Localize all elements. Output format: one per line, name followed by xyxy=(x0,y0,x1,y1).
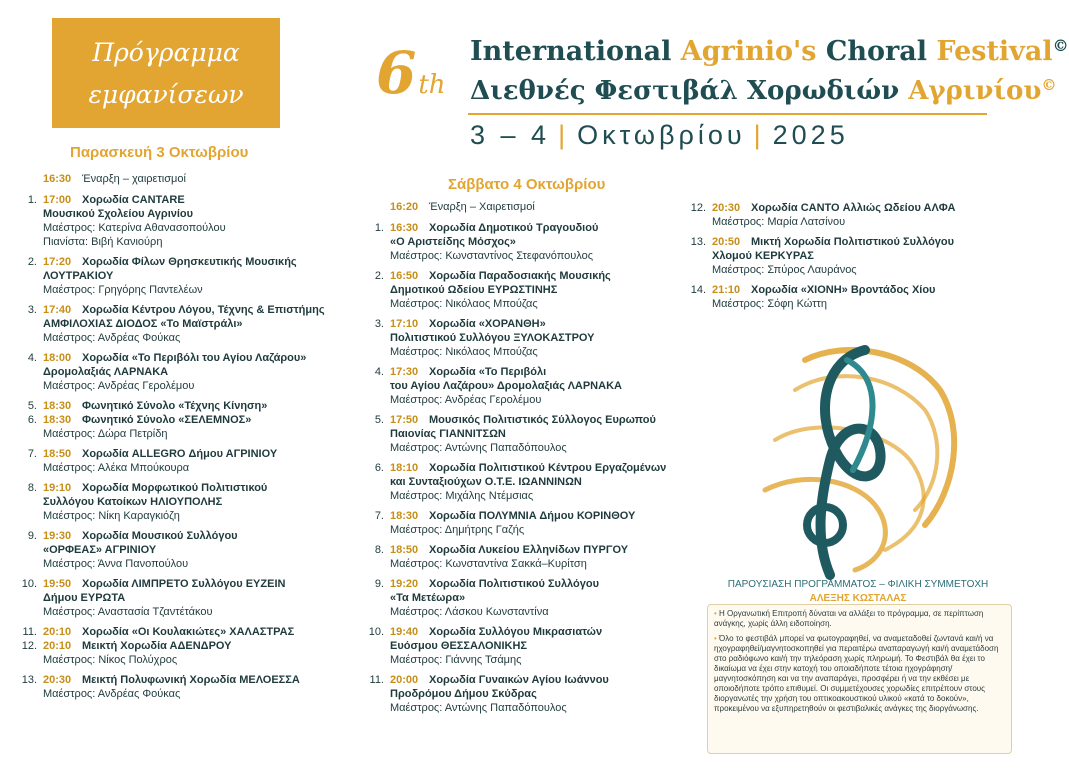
item-ensemble-cont: ΛΟΥΤΡΑΚΙΟΥ xyxy=(43,270,114,282)
presenter-name: ΑΛΕΞΗΣ ΚΩΣΤΑΛΑΣ xyxy=(809,593,907,604)
disclaimer-notes xyxy=(707,604,1012,754)
festival-title-en: International Agrinio's Choral Festival© xyxy=(470,36,1069,67)
item-number: 7. xyxy=(27,448,37,460)
item-time: 19:30 xyxy=(43,530,72,542)
note-2: • Όλο το φεστιβάλ μπορεί να φωτογραφηθεί, να αναμεταδοθεί ζωντανά και/ή να ηχογραφηθεί/μαγνητοσκοπηθεί για περαιτέρω αναπαραγωγή και/ή αναμετάδοση στο ραδιόφωνο και/ή την τηλεόραση χωρίς πληρωμή. Το Φεστιβάλ θα έχει το δικαίωμα να έχει στην κατοχή του οποιαδήποτε τέτοια ηχογράφηση/μαγνητοσκόπηση και να την αναπαράγει, προσφέρει ή να την εκθέσει με οποιοδήποτε τρόπο επιθυμεί. Οι συμμετέχουσες χορωδίες επιτρέπουν στους διοργανωτές την χρήση του οπτικοακουστικού υλικού «κατά το δοκούν», προκειμένου να εξυπηρετηθούν οι φεστιβαλικές ανάγκες της διοργάνωσης. xyxy=(714,634,999,713)
item-time: 17:00 xyxy=(43,194,72,206)
item-ensemble: Χορωδία Κέντρου Λόγου, Τέχνης & Επιστήμης xyxy=(82,304,325,316)
item-ensemble-cont: «Τα Μετέωρα» xyxy=(390,592,466,604)
item-time: 18:30 xyxy=(43,400,72,412)
item-ensemble: Μουσικός Πολιτιστικός Σύλλογος Ευρωπού xyxy=(429,414,656,426)
item-ensemble: Χορωδία ΠΟΛΥΜΝΙΑ Δήμου ΚΟΡΙΝΘΟΥ xyxy=(429,510,636,522)
item-time: 16:50 xyxy=(390,270,419,282)
item-time: 20:30 xyxy=(43,674,72,686)
item-time: 16:30 xyxy=(390,222,419,234)
item-ensemble-cont: Μουσικού Σχολείου Αγρινίου xyxy=(43,208,194,220)
festival-title-gr: Διεθνές Φεστιβάλ Χορωδιών Αγρινίου© xyxy=(470,76,1057,106)
item-number: 2. xyxy=(27,256,37,268)
note-1: • Η Οργανωτική Επιτροπή δύναται να αλλάξει το πρόγραμμα, σε περίπτωση ανάγκης, χωρίς άλλη ειδοποίηση. xyxy=(714,609,984,628)
festival-dates: 3 – 4 | Οκτωβρίου | 2025 xyxy=(470,120,849,150)
item-number: 11. xyxy=(22,626,37,638)
item-time: 20:10 xyxy=(43,640,72,652)
item-conductor-text: Μαέστρος: Γιάννης Τσάμης xyxy=(390,654,522,666)
item-number: 14. xyxy=(690,284,706,296)
item-ensemble-cont: Συλλόγου Κατοίκων ΗΛΙΟΥΠΟΛΗΣ xyxy=(43,496,223,508)
item-time: 18:00 xyxy=(43,352,72,364)
item-conductor-text: Μαέστρος: Νίκη Καραγκιόζη xyxy=(43,510,180,522)
item-conductor-text: Μαέστρος: Σπύρος Λαυράνος xyxy=(712,264,857,276)
item-time: 21:10 xyxy=(712,284,741,296)
opening-time: 16:30 xyxy=(43,173,72,185)
item-time: 17:10 xyxy=(390,318,419,330)
item-time: 20:10 xyxy=(43,626,72,638)
item-ensemble-cont: «ΟΡΦΕΑΣ» ΑΓΡΙΝΙΟΥ xyxy=(43,544,157,556)
item-ensemble: Χορωδία Μορφωτικού Πολιτιστικού xyxy=(82,482,268,494)
item-ensemble: Χορωδία Πολιτιστικού Συλλόγου xyxy=(429,578,600,590)
title-divider xyxy=(468,113,987,115)
item-number: 8. xyxy=(374,544,384,556)
item-time: 20:50 xyxy=(712,236,741,248)
item-ensemble: Χορωδία «Το Περιβόλι xyxy=(429,366,547,378)
item-ensemble: Μεικτή Πολυφωνική Χορωδία ΜΕΛΟΕΣΣΑ xyxy=(82,674,300,686)
opening-time: 16:20 xyxy=(390,201,419,213)
item-ensemble-cont: και Συνταξιούχων Ο.Τ.Ε. ΙΩΑΝΝΙΝΩΝ xyxy=(390,476,582,488)
item-ensemble-cont: Ευόσμου ΘΕΣΣΑΛΟΝΙΚΗΣ xyxy=(390,640,528,652)
item-ensemble-cont: Πολιτιστικού Συλλόγου ΞΥΛΟΚΑΣΤΡΟΥ xyxy=(390,332,595,344)
program-title-line1: Πρόγραμμα xyxy=(92,38,240,67)
treble-clef-logo-icon xyxy=(735,320,975,585)
item-conductor-text: Μαέστρος: Ανδρέας Φούκας xyxy=(43,332,181,344)
item-number: 12. xyxy=(21,640,37,652)
item-conductor-text: Μαέστρος: Νικόλαος Μπούζας xyxy=(390,346,538,358)
item-number: 7. xyxy=(374,510,384,522)
opening-text: Έναρξη – Χαιρετισμοί xyxy=(429,201,535,213)
item-number: 9. xyxy=(27,530,37,542)
item-conductor-text: Μαέστρος: Σόφη Κώττη xyxy=(712,298,828,310)
item-number: 5. xyxy=(27,400,37,412)
item-number: 4. xyxy=(27,352,37,364)
item-conductor-text: Μαέστρος: Κατερίνα Αθανασοπούλου xyxy=(43,222,226,234)
item-ensemble: Χορωδία ALLEGRO Δήμου ΑΓΡΙΝΙΟΥ xyxy=(82,448,278,460)
item-number: 6. xyxy=(27,414,37,426)
item-number: 12. xyxy=(690,202,706,214)
item-ensemble-cont: Δρομολαξιάς ΛΑΡΝΑΚΑ xyxy=(43,366,169,378)
item-time: 19:50 xyxy=(43,578,72,590)
item-ensemble-cont: του Αγίου Λαζάρου» Δρομολαξιάς ΛΑΡΝΑΚΑ xyxy=(390,380,622,392)
item-ensemble: Χορωδία CANTO Αλλιώς Ωδείου ΑΛΦΑ xyxy=(751,202,956,214)
item-ensemble: Μικτή Χορωδία Πολιτιστικού Συλλόγου xyxy=(751,236,955,248)
item-number: 5. xyxy=(374,414,384,426)
item-time: 20:30 xyxy=(712,202,741,214)
item-number: 2. xyxy=(374,270,384,282)
program-title-line2: εμφανίσεων xyxy=(88,80,244,109)
item-number: 4. xyxy=(374,366,384,378)
item-ensemble: Χορωδία «Οι Κουλακιώτες» ΧΑΛΑΣΤΡΑΣ xyxy=(82,626,295,638)
item-conductor-text: Μαέστρος: Γρηγόρης Παντελέων xyxy=(43,284,203,296)
item-conductor-text: Μαέστρος: Κωνσταντίνα Σακκά–Κυρίτση xyxy=(390,558,587,570)
item-ensemble-cont: Δήμου ΕΥΡΩΤΑ xyxy=(43,592,126,604)
item-time: 19:10 xyxy=(43,482,72,494)
item-conductor-text: Μαέστρος: Δημήτρης Γαζής xyxy=(390,524,525,536)
item-ensemble: Χορωδία «ΧΙΟΝΗ» Βροντάδος Χίου xyxy=(751,284,936,296)
item-number: 6. xyxy=(374,462,384,474)
item-ensemble: Χορωδία Φίλων Θρησκευτικής Μουσικής xyxy=(82,256,297,268)
opening-text: Έναρξη – χαιρετισμοί xyxy=(82,173,186,185)
item-ensemble: Χορωδία «ΧΟΡΑΝΘΗ» xyxy=(429,318,546,330)
item-time: 18:30 xyxy=(390,510,419,522)
item-ensemble: Χορωδία Μουσικού Συλλόγου xyxy=(82,530,238,542)
item-ensemble: Φωνητικό Σύνολο «ΣΕΛΕΜΝΟΣ» xyxy=(82,414,252,426)
item-conductor-text: Μαέστρος: Ανδρέας Φούκας xyxy=(43,688,181,700)
item-ensemble: Χορωδία «Το Περιβόλι του Αγίου Λαζάρου» xyxy=(82,352,307,364)
item-ensemble: Χορωδία Συλλόγου Μικρασιατών xyxy=(429,626,603,638)
friday-heading: Παρασκευή 3 Οκτωβρίου xyxy=(70,144,249,161)
item-ensemble: Χορωδία Δημοτικού Τραγουδιού xyxy=(429,222,599,234)
item-number: 3. xyxy=(27,304,37,316)
item-time: 17:40 xyxy=(43,304,72,316)
item-time: 20:00 xyxy=(390,674,419,686)
item-conductor-text: Μαέστρος: Αντώνης Παπαδόπουλος xyxy=(390,702,567,714)
item-time: 17:50 xyxy=(390,414,419,426)
item-time: 18:30 xyxy=(43,414,72,426)
edition-number: 6th xyxy=(376,39,446,107)
item-ensemble: Χορωδία Λυκείου Ελληνίδων ΠΥΡΓΟΥ xyxy=(429,544,629,556)
item-conductor-text: Πιανίστα: Βιβή Κανιούρη xyxy=(43,236,163,248)
item-conductor-text: Μαέστρος: Λάσκου Κωνσταντίνα xyxy=(390,606,549,618)
item-number: 8. xyxy=(27,482,37,494)
item-conductor-text: Μαέστρος: Δώρα Πετρίδη xyxy=(43,428,168,440)
item-number: 3. xyxy=(374,318,384,330)
item-ensemble-cont: ΑΜΦΙΛΟΧΙΑΣ ΔΙΟΔΟΣ «Το Μαϊστράλι» xyxy=(43,318,243,330)
item-time: 18:50 xyxy=(390,544,419,556)
item-conductor-text: Μαέστρος: Μιχάλης Ντέμσιας xyxy=(390,490,534,502)
item-number: 10. xyxy=(368,626,384,638)
item-conductor-text: Μαέστρος: Κωνσταντίνος Στεφανόπουλος xyxy=(390,250,594,262)
item-number: 9. xyxy=(374,578,384,590)
item-conductor-text: Μαέστρος: Άννα Πανοπούλου xyxy=(43,558,189,570)
item-ensemble-cont: «Ο Αριστείδης Μόσχος» xyxy=(390,236,516,248)
item-time: 17:30 xyxy=(390,366,419,378)
item-ensemble-cont: Χλομού ΚΕΡΚΥΡΑΣ xyxy=(712,250,814,262)
saturday-heading: Σάββατο 4 Οκτωβρίου xyxy=(448,176,606,193)
item-time: 19:40 xyxy=(390,626,419,638)
presentation-label: ΠΑΡΟΥΣΙΑΣΗ ΠΡΟΓΡΑΜΜΑΤΟΣ – ΦΙΛΙΚΗ ΣΥΜΜΕΤΟΧΗ xyxy=(727,579,989,590)
item-ensemble: Χορωδία CANTARE xyxy=(82,194,185,206)
item-ensemble-cont: Προδρόμου Δήμου Σκύδρας xyxy=(390,688,537,700)
item-number: 1. xyxy=(27,194,37,206)
item-number: 11. xyxy=(369,674,384,686)
item-ensemble-cont: Παιονίας ΓΙΑΝΝΙΤΣΩΝ xyxy=(390,428,506,440)
item-conductor-text: Μαέστρος: Αντώνης Παπαδόπουλος xyxy=(390,442,567,454)
item-ensemble: Χορωδία ΛΙΜΠΡΕΤΟ Συλλόγου ΕΥΖΕΙΝ xyxy=(82,578,286,590)
item-number: 13. xyxy=(21,674,37,686)
item-ensemble: Χορωδία Πολιτιστικού Κέντρου Εργαζομένων xyxy=(429,462,667,474)
item-conductor-text: Μαέστρος: Νικόλαος Μπούζας xyxy=(390,298,538,310)
item-conductor-text: Μαέστρος: Αναστασία Τζαντέτάκου xyxy=(43,606,213,618)
item-conductor-text: Μαέστρος: Ανδρέας Γερολέμου xyxy=(390,394,542,406)
item-ensemble-cont: Δημοτικού Ωδείου ΕΥΡΩΣΤΙΝΗΣ xyxy=(390,284,558,296)
item-conductor-text: Μαέστρος: Μαρία Λατσίνου xyxy=(712,216,846,228)
item-ensemble: Φωνητικό Σύνολο «Τέχνης Κίνηση» xyxy=(82,400,268,412)
item-ensemble: Χορωδία Γυναικών Αγίου Ιωάννου xyxy=(429,674,609,686)
item-ensemble: Μεικτή Χορωδία ΑΔΕΝΔΡΟΥ xyxy=(82,640,232,652)
item-number: 1. xyxy=(374,222,384,234)
item-conductor-text: Μαέστρος: Νίκος Πολύχρος xyxy=(43,654,178,666)
item-conductor-text: Μαέστρος: Ανδρέας Γερολέμου xyxy=(43,380,195,392)
item-number: 13. xyxy=(690,236,706,248)
item-number: 10. xyxy=(21,578,37,590)
program-title-box xyxy=(52,18,280,128)
item-conductor-text: Μαέστρος: Αλέκα Μπούκουρα xyxy=(43,462,190,474)
item-time: 18:50 xyxy=(43,448,72,460)
item-time: 18:10 xyxy=(390,462,419,474)
item-time: 19:20 xyxy=(390,578,419,590)
item-ensemble: Χορωδία Παραδοσιακής Μουσικής xyxy=(429,270,611,282)
item-time: 17:20 xyxy=(43,256,72,268)
